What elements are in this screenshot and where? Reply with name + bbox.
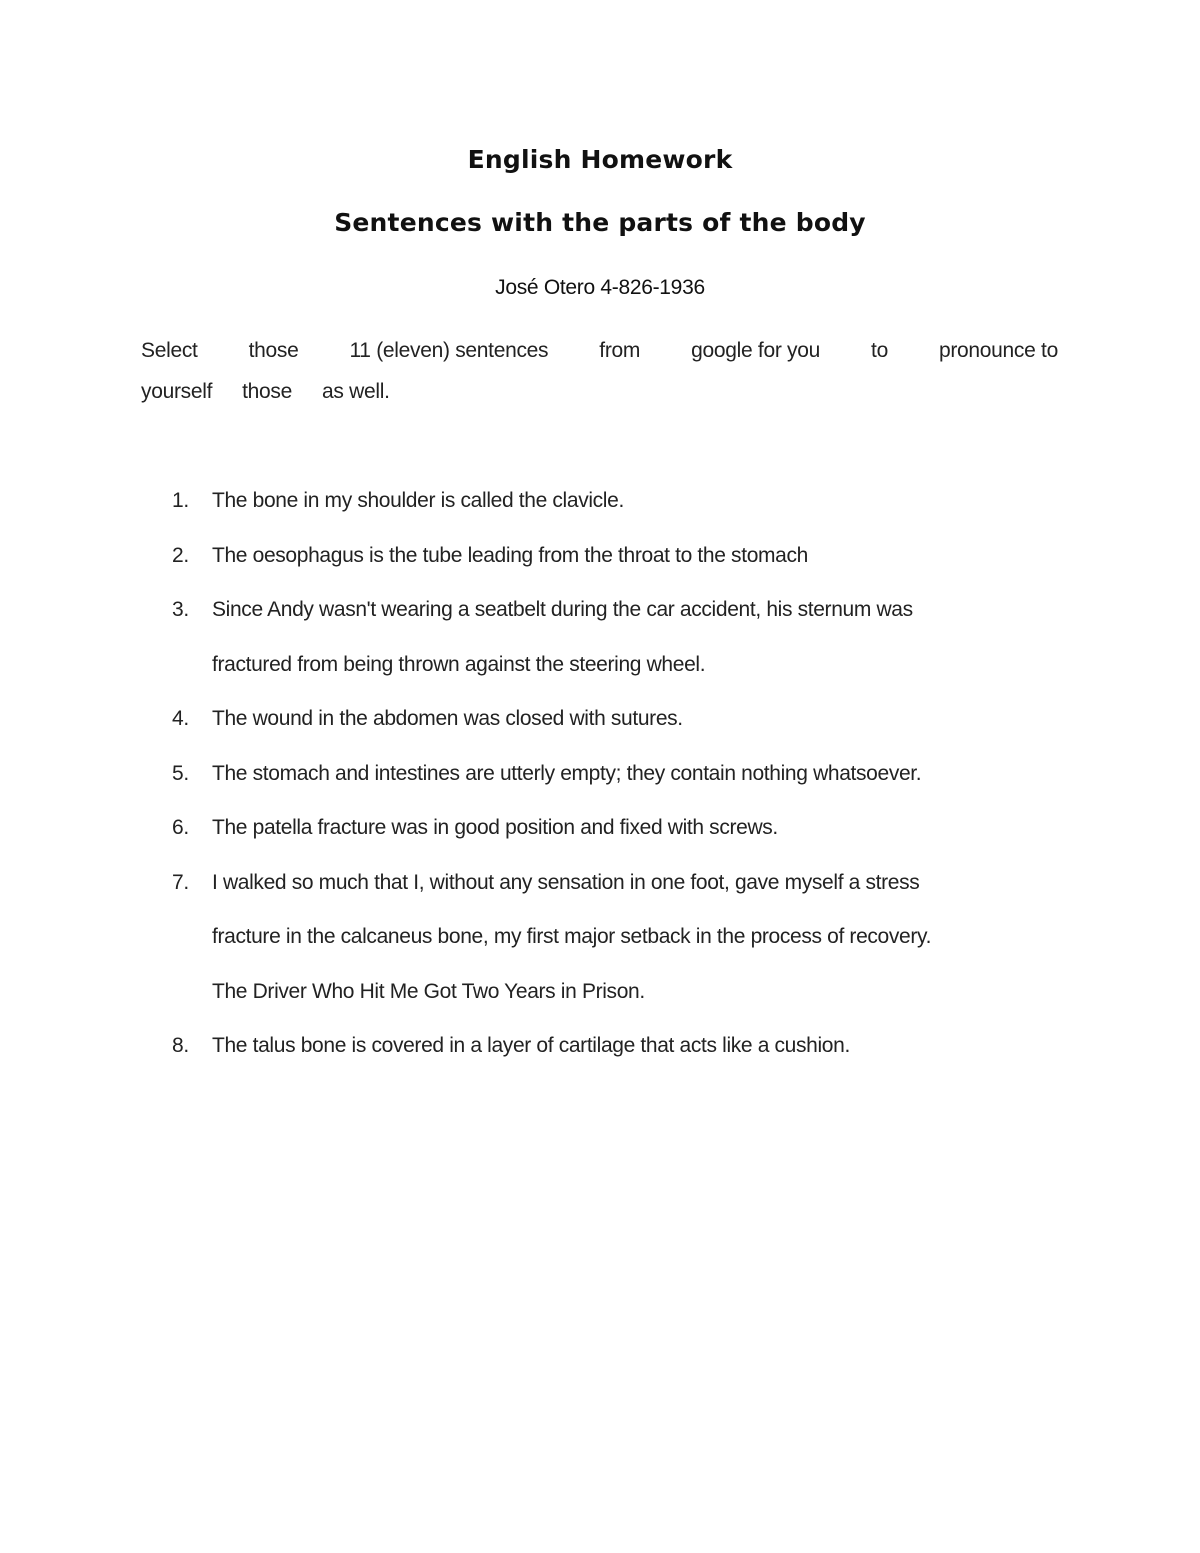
instruction-word: pronounce to	[938, 339, 1058, 362]
list-item-number: 8.	[172, 1034, 189, 1057]
instruction-word: those	[242, 380, 293, 403]
list-item	[141, 474, 1059, 529]
list-item-number: 3.	[172, 598, 189, 621]
list-item-text: I walked so much that I, without any sensation in one foot, gave myself a stress	[212, 870, 920, 894]
list-item-text: The oesophagus is the tube leading from the throat to the stomach	[212, 543, 808, 567]
list-item-number: 6.	[172, 816, 189, 839]
instruction-word: to	[871, 339, 888, 362]
list-item	[141, 529, 1059, 584]
document-title: English Homework	[467, 145, 733, 174]
list-item-text: The talus bone is covered in a layer of cartilage that acts like a cushion.	[212, 1034, 850, 1057]
list-item-number: 4.	[172, 707, 189, 730]
list-item	[141, 583, 1059, 692]
list-item-text: fracture in the calcaneus bone, my first major setback in the process of recovery.	[212, 925, 932, 948]
author-line: José Otero 4-826-1936	[495, 276, 705, 299]
instruction-word: google for you	[691, 339, 821, 362]
list-item	[141, 1019, 1059, 1074]
list-item-number: 1.	[172, 489, 189, 512]
list-item-number: 2.	[172, 543, 189, 567]
instruction-word: those	[248, 339, 299, 362]
instruction-word: as well.	[322, 380, 390, 403]
list-item	[141, 692, 1059, 747]
list-item-number: 5.	[172, 761, 189, 785]
list-item-text: The Driver Who Hit Me Got Two Years in Prison.	[212, 979, 645, 1003]
instruction-word: yourself	[141, 380, 213, 403]
instructions-paragraph	[141, 330, 1058, 412]
list-item	[141, 801, 1059, 856]
sentence-list	[141, 474, 1059, 1074]
list-item-text: The bone in my shoulder is called the clavicle.	[212, 489, 624, 512]
instruction-word: from	[599, 339, 641, 362]
document-subtitle: Sentences with the parts of the body	[334, 208, 866, 237]
list-item-text: The stomach and intestines are utterly empty; they contain nothing whatsoever.	[212, 761, 922, 785]
list-item-text: fractured from being thrown against the steering wheel.	[212, 652, 706, 676]
list-item-text: The wound in the abdomen was closed with sutures.	[212, 707, 683, 730]
instructions-line-1	[141, 330, 1058, 371]
instruction-word: Select	[141, 339, 198, 362]
list-item	[141, 747, 1059, 802]
list-item	[141, 856, 1059, 1020]
list-item-text: The patella fracture was in good position and fixed with screws.	[212, 816, 778, 839]
instruction-word: 11 (eleven) sentences	[349, 339, 549, 362]
list-item-text: Since Andy wasn't wearing a seatbelt during the car accident, his sternum was	[212, 598, 913, 621]
list-item-number: 7.	[172, 870, 189, 894]
instructions-line-2	[141, 371, 1058, 412]
